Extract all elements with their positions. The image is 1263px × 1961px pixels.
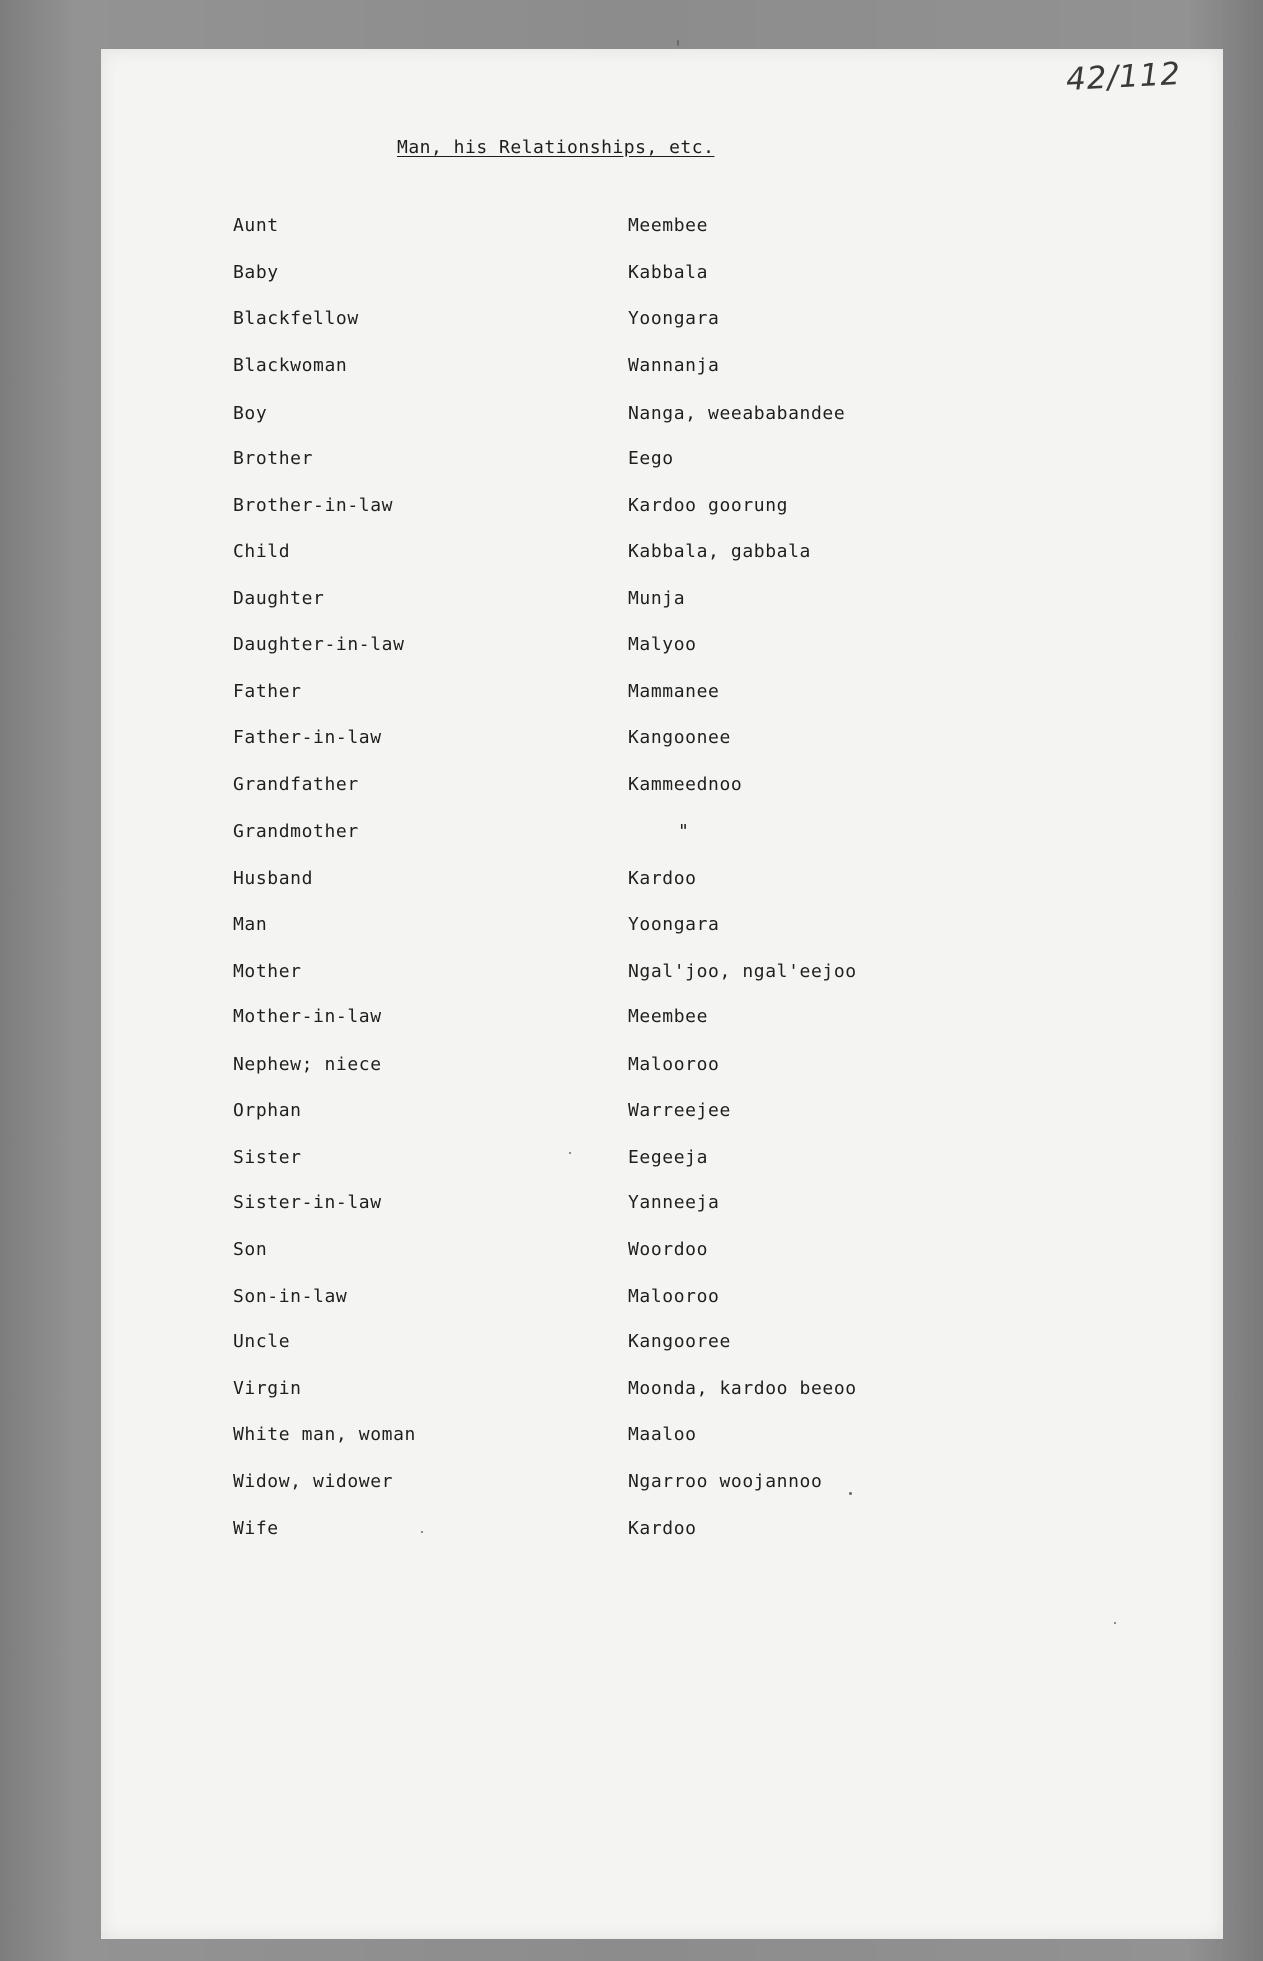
vocabulary-entry (101, 1518, 1223, 1548)
vocabulary-entry (101, 1006, 1223, 1036)
vocabulary-entry (101, 634, 1223, 664)
vocabulary-entry (101, 1331, 1223, 1361)
english-term: Wife (233, 1518, 279, 1539)
vocabulary-list (101, 49, 1223, 1939)
english-term: Aunt (233, 215, 279, 236)
aboriginal-translation: Mammanee (628, 681, 720, 702)
english-term: White man, woman (233, 1424, 416, 1445)
vocabulary-entry (101, 1471, 1223, 1501)
vocabulary-entry (101, 961, 1223, 991)
vocabulary-entry (101, 821, 1223, 851)
english-term: Blackwoman (233, 355, 348, 376)
english-term: Sister-in-law (233, 1192, 382, 1213)
aboriginal-translation: Meembee (628, 1006, 709, 1027)
english-term: Child (233, 541, 291, 562)
aboriginal-translation: Munja (628, 588, 686, 609)
vocabulary-entry (101, 1147, 1223, 1177)
aboriginal-translation: Kammeednoo (628, 774, 743, 795)
paper-speck (421, 1531, 423, 1533)
aboriginal-translation: Warreejee (628, 1100, 731, 1121)
english-term: Daughter-in-law (233, 634, 405, 655)
typed-page (101, 49, 1223, 1939)
vocabulary-entry (101, 774, 1223, 804)
vocabulary-entry (101, 448, 1223, 478)
aboriginal-translation: Kardoo goorung (628, 495, 789, 516)
english-term: Uncle (233, 1331, 291, 1352)
english-term: Baby (233, 262, 279, 283)
vocabulary-entry (101, 541, 1223, 571)
vocabulary-entry (101, 1054, 1223, 1084)
english-term: Widow, widower (233, 1471, 394, 1492)
aboriginal-translation: Ngarroo woojannoo (628, 1471, 823, 1492)
aboriginal-translation: Meembee (628, 215, 709, 236)
paper-speck (569, 1152, 571, 1154)
vocabulary-entry (101, 308, 1223, 338)
aboriginal-translation: Malyoo (628, 634, 697, 655)
aboriginal-translation: Yanneeja (628, 1192, 720, 1213)
vocabulary-entry (101, 1378, 1223, 1408)
vocabulary-entry (101, 215, 1223, 245)
vocabulary-entry (101, 1100, 1223, 1130)
paper-speck (677, 40, 679, 46)
vocabulary-entry (101, 403, 1223, 433)
vocabulary-entry (101, 355, 1223, 385)
english-term: Grandfather (233, 774, 359, 795)
english-term: Daughter (233, 588, 325, 609)
vocabulary-entry (101, 1286, 1223, 1316)
english-term: Father-in-law (233, 727, 382, 748)
vocabulary-entry (101, 262, 1223, 292)
aboriginal-translation: Kabbala (628, 262, 709, 283)
vocabulary-entry (101, 1424, 1223, 1454)
aboriginal-translation: Moonda, kardoo beeoo (628, 1378, 857, 1399)
folio-number: 42/112 (1065, 56, 1182, 98)
english-term: Father (233, 681, 302, 702)
aboriginal-translation: Yoongara (628, 914, 720, 935)
aboriginal-translation: Malooroo (628, 1286, 720, 1307)
aboriginal-translation: Maaloo (628, 1424, 697, 1445)
paper-speck (1114, 1622, 1116, 1624)
aboriginal-translation: Yoongara (628, 308, 720, 329)
vocabulary-entry (101, 914, 1223, 944)
aboriginal-translation: Nanga, weeababandee (628, 403, 846, 424)
aboriginal-translation: Woordoo (628, 1239, 709, 1260)
aboriginal-translation: Kardoo (628, 1518, 697, 1539)
aboriginal-translation: Kangoonee (628, 727, 731, 748)
aboriginal-translation: Ngal'joo, ngal'eejoo (628, 961, 857, 982)
vocabulary-entry (101, 727, 1223, 757)
english-term: Grandmother (233, 821, 359, 842)
english-term: Mother-in-law (233, 1006, 382, 1027)
english-term: Boy (233, 403, 268, 424)
english-term: Man (233, 914, 268, 935)
paper-speck (849, 1492, 852, 1495)
vocabulary-entry (101, 588, 1223, 618)
vocabulary-entry (101, 1239, 1223, 1269)
aboriginal-translation: " (678, 821, 690, 842)
aboriginal-translation: Kabbala, gabbala (628, 541, 811, 562)
english-term: Blackfellow (233, 308, 359, 329)
aboriginal-translation: Malooroo (628, 1054, 720, 1075)
english-term: Son (233, 1239, 268, 1260)
english-term: Mother (233, 961, 302, 982)
aboriginal-translation: Kardoo (628, 868, 697, 889)
aboriginal-translation: Wannanja (628, 355, 720, 376)
english-term: Nephew; niece (233, 1054, 382, 1075)
english-term: Brother (233, 448, 314, 469)
english-term: Virgin (233, 1378, 302, 1399)
page-title: Man, his Relationships, etc. (397, 137, 715, 158)
vocabulary-entry (101, 495, 1223, 525)
aboriginal-translation: Eegeeja (628, 1147, 709, 1168)
english-term: Sister (233, 1147, 302, 1168)
english-term: Brother-in-law (233, 495, 394, 516)
english-term: Orphan (233, 1100, 302, 1121)
english-term: Son-in-law (233, 1286, 348, 1307)
english-term: Husband (233, 868, 314, 889)
aboriginal-translation: Eego (628, 448, 674, 469)
vocabulary-entry (101, 1192, 1223, 1222)
vocabulary-entry (101, 681, 1223, 711)
vocabulary-entry (101, 868, 1223, 898)
aboriginal-translation: Kangooree (628, 1331, 731, 1352)
